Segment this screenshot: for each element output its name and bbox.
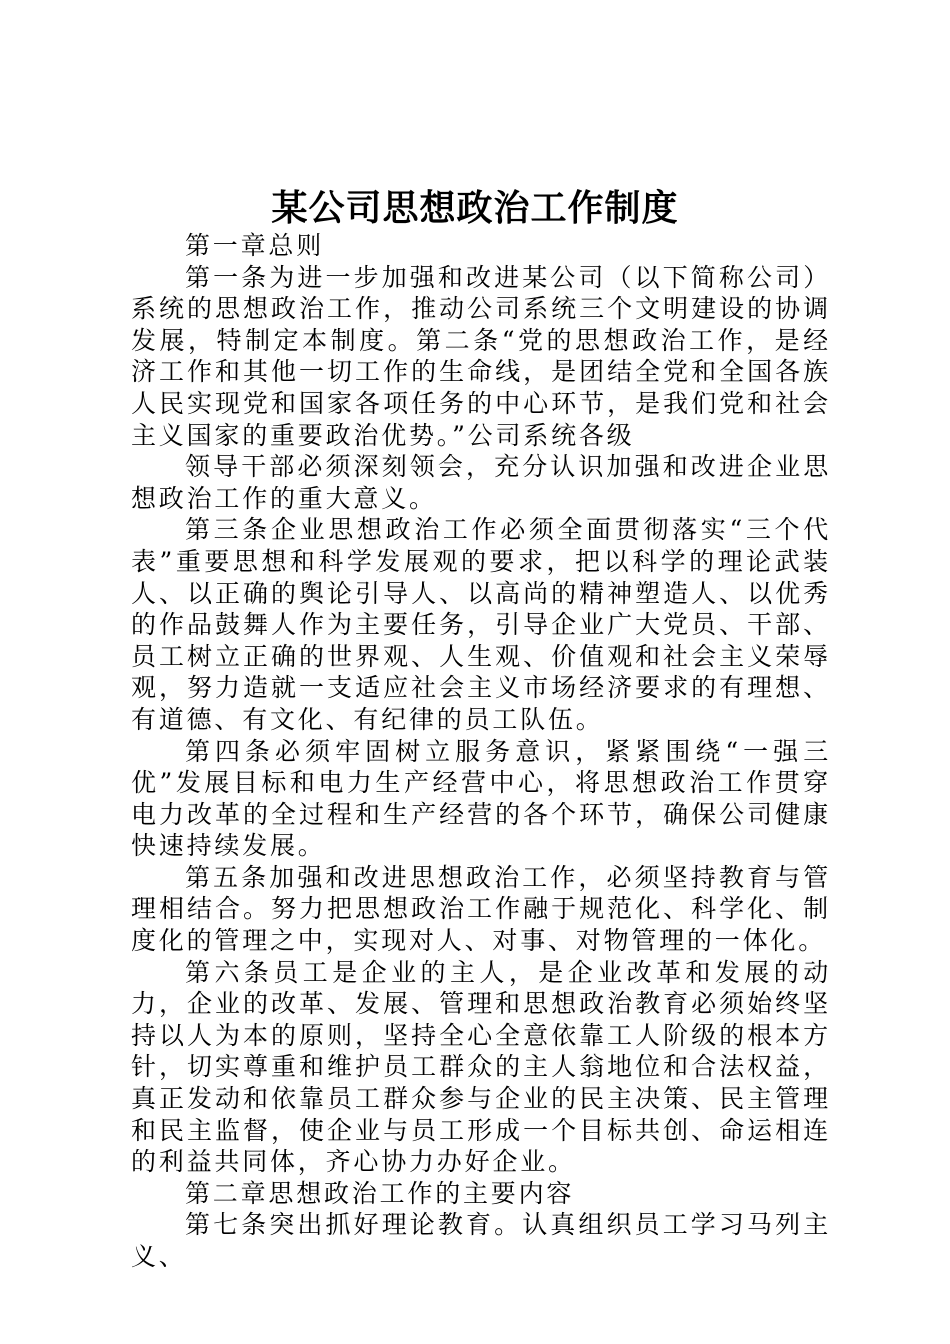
chapter-heading: 第一章总则 xyxy=(185,231,325,260)
document-body xyxy=(131,230,831,1273)
paragraph: 第一条为进一步加强和改进某公司（以下简称公司）系统的思想政治工作，推动公司系统三个文明建设的协调发展，特制定本制度。第二条“党的思想政治工作，是经济工作和其他一切工作的生命线，是团结全党和全国各族人民实现党和国家各项任务的中心环节，是我们党和社会主义国家的重要政治优势。”公司系统各级 xyxy=(131,262,831,450)
document-title: 某公司思想政治工作制度 xyxy=(271,187,679,229)
chapter-heading: 第二章思想政治工作的主要内容 xyxy=(185,1178,575,1208)
paragraph: 领导干部必须深刻领会，充分认识加强和改进企业思想政治工作的重大意义。 xyxy=(131,452,831,513)
paragraph: 第四条必须牢固树立服务意识，紧紧围绕“一强三优”发展目标和电力生产经营中心，将思想政治工作贯穿电力改革的全过程和生产经营的各个环节，确保公司健康快速持续发展。 xyxy=(131,736,831,861)
paragraph: 第七条突出抓好理论教育。认真组织员工学习马列主义、 xyxy=(131,1210,831,1271)
paragraph: 第三条企业思想政治工作必须全面贯彻落实“三个代表”重要思想和科学发展观的要求，把以科学的理论武装人、以正确的舆论引导人、以高尚的精神塑造人、以优秀的作品鼓舞人作为主要任务，引导企业广大党员、干部、员工树立正确的世界观、人生观、价值观和社会主义荣辱观，努力造就一支适应社会主义市场经济要求的有理想、有道德、有文化、有纪律的员工队伍。 xyxy=(131,515,831,734)
paragraph: 第五条加强和改进思想政治工作，必须坚持教育与管理相结合。努力把思想政治工作融于规范化、科学化、制度化的管理之中，实现对人、对事、对物管理的一体化。 xyxy=(131,862,831,956)
paragraph: 第六条员工是企业的主人，是企业改革和发展的动力，企业的改革、发展、管理和思想政治教育必须始终坚持以人为本的原则，坚持全心全意依靠工人阶级的根本方针，切实尊重和维护员工群众的主人翁地位和合法权益，真正发动和依靠员工群众参与企业的民主决策、民主管理和民主监督，使企业与员工形成一个目标共创、命运相连的利益共同体，齐心协力办好企业。 xyxy=(131,957,831,1177)
